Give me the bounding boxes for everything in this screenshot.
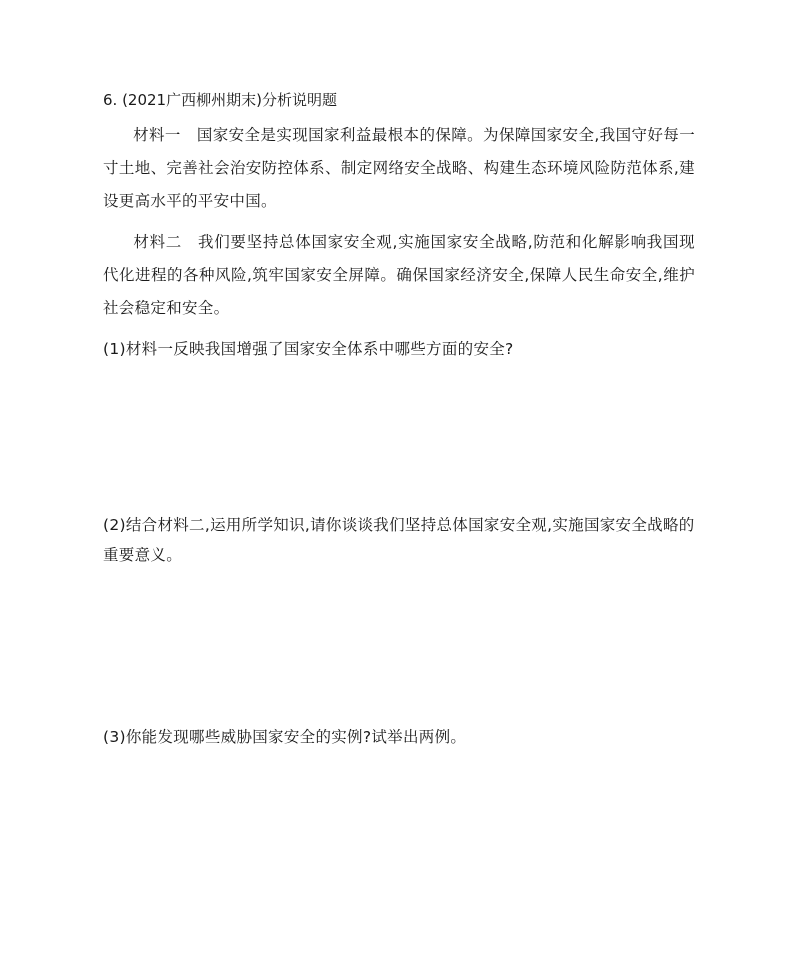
sub-question-3: (3)你能发现哪些威胁国家安全的实例?试举出两例。 — [103, 728, 467, 746]
material-two — [103, 226, 695, 325]
sub-question-2: (2)结合材料二,运用所学知识,请你谈谈我们坚持总体国家安全观,实施国家安全战略的重要意义。 — [103, 516, 695, 564]
material-two-label: 材料二 — [133, 233, 183, 251]
material-one-text: 国家安全是实现国家利益最根本的保障。为保障国家安全,我国守好每一寸土地、完善社会治安防控体系、制定网络安全战略、构建生态环境风险防范体系,建设更高水平的平安中国。 — [103, 126, 695, 210]
question-title: 6. (2021广西柳州期末)分析说明题 — [103, 91, 337, 109]
material-one-label: 材料一 — [133, 126, 181, 144]
material-one — [103, 119, 695, 218]
material-two-text: 我们要坚持总体国家安全观,实施国家安全战略,防范和化解影响我国现代化进程的各种风险,筑牢国家安全屏障。确保国家经济安全,保障人民生命安全,维护社会稳定和安全。 — [103, 233, 695, 317]
sub-question-1: (1)材料一反映我国增强了国家安全体系中哪些方面的安全? — [103, 340, 514, 358]
